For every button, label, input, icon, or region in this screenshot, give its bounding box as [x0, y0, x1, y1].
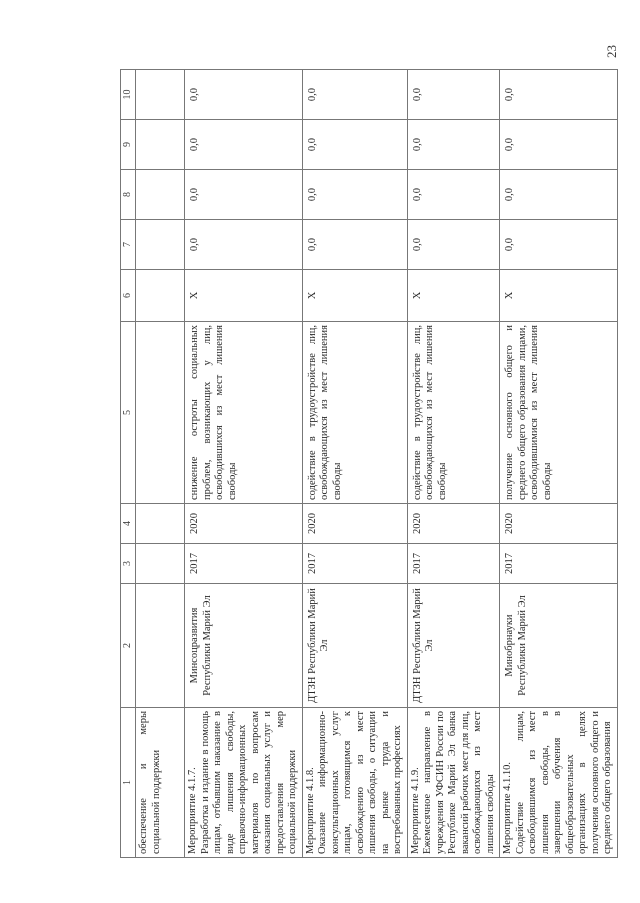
continuation-cell: обеспечение и меры социальной поддержки — [136, 708, 185, 858]
col9-value: 0,0 — [185, 120, 303, 170]
column-header: 4 — [121, 504, 136, 544]
executor-cell: ДТЗН Республики Марий Эл — [302, 584, 407, 708]
col10-value: 0,0 — [500, 70, 618, 120]
col10-value: 0,0 — [302, 70, 407, 120]
col8-value: 0,0 — [302, 170, 407, 220]
column-header: 7 — [121, 220, 136, 270]
table-row — [500, 70, 618, 858]
col6-value: X — [500, 270, 618, 322]
column-number-header — [121, 70, 136, 858]
measure-title: Мероприятие 4.1.10. — [502, 761, 513, 854]
executor-cell: Минобрнауки Республики Марий Эл — [500, 584, 618, 708]
column-header: 2 — [121, 584, 136, 708]
measure-cell — [185, 708, 303, 858]
col10-value: 0,0 — [185, 70, 303, 120]
column-header: 6 — [121, 270, 136, 322]
table-row — [302, 70, 407, 858]
end-year: 2020 — [500, 504, 618, 544]
measure-title: Мероприятие 4.1.7. — [187, 767, 198, 854]
measure-description: Содействие лицам, освободившимся из мест лишения свободы, в завершении обучения в общеобразовательных организациях в целях получения основного общего и среднего общего образования — [514, 711, 613, 854]
rotated-table-container — [120, 70, 613, 858]
measure-title: Мероприятие 4.1.9. — [409, 767, 421, 854]
measure-cell — [302, 708, 407, 858]
measures-table — [120, 69, 618, 858]
measure-cell — [500, 708, 618, 858]
col7-value: 0,0 — [185, 220, 303, 270]
col9-value: 0,0 — [500, 120, 618, 170]
column-header: 8 — [121, 170, 136, 220]
end-year: 2020 — [185, 504, 303, 544]
page-number: 23 — [604, 45, 619, 58]
expected-result: получение основного общего и среднего общего образования лицами, освободившимися из мест лишения свободы — [500, 322, 618, 504]
col8-value: 0,0 — [500, 170, 618, 220]
measure-description: Оказание информационно-консультационных услуг лицам, готовящимся к освобождению из мест лишения свободы, о ситуации на рынке труда и востребованных профессиях — [317, 711, 403, 854]
expected-result: снижение остроты социальных проблем, возникающих у лиц, освободившихся из мест лишения свободы — [185, 322, 303, 504]
start-year: 2017 — [185, 544, 303, 584]
measure-title: Мероприятие 4.1.8. — [304, 767, 316, 854]
measure-cell — [407, 708, 500, 858]
col6-value: X — [185, 270, 303, 322]
col7-value: 0,0 — [302, 220, 407, 270]
column-header: 1 — [121, 708, 136, 858]
end-year: 2020 — [302, 504, 407, 544]
col9-value: 0,0 — [302, 120, 407, 170]
table-row — [185, 70, 303, 858]
column-header: 3 — [121, 544, 136, 584]
column-header: 10 — [121, 70, 136, 120]
measure-description: Ежемесячное направление в учреждения УФСИН России по Республике Марий Эл банка вакансий рабочих мест для лиц, освобождающихся из мест лишения свободы — [422, 711, 496, 854]
table-row — [407, 70, 500, 858]
expected-result: содействие в трудоустройстве лиц, освобождающихся из мест лишения свободы — [407, 322, 500, 504]
expected-result: содействие в трудоустройстве лиц, освобождающихся из мест лишения свободы — [302, 322, 407, 504]
col7-value: 0,0 — [407, 220, 500, 270]
start-year: 2017 — [500, 544, 618, 584]
column-header: 9 — [121, 120, 136, 170]
executor-cell: Минсоцразвития Республики Марий Эл — [185, 584, 303, 708]
col6-value: X — [302, 270, 407, 322]
executor-cell: ДТЗН Республики Марий Эл — [407, 584, 500, 708]
start-year: 2017 — [407, 544, 500, 584]
col7-value: 0,0 — [500, 220, 618, 270]
measure-description: Разработка и издание в помощь лицам, отбывшим наказание в виде лишения свободы, справочно-информационных материалов по вопросам оказания социальных услуг и предоставления мер социальной поддержки — [199, 711, 298, 854]
column-header: 5 — [121, 322, 136, 504]
col10-value: 0,0 — [407, 70, 500, 120]
start-year: 2017 — [302, 544, 407, 584]
table-row — [136, 70, 185, 858]
col9-value: 0,0 — [407, 120, 500, 170]
end-year: 2020 — [407, 504, 500, 544]
col8-value: 0,0 — [185, 170, 303, 220]
col8-value: 0,0 — [407, 170, 500, 220]
col6-value: X — [407, 270, 500, 322]
